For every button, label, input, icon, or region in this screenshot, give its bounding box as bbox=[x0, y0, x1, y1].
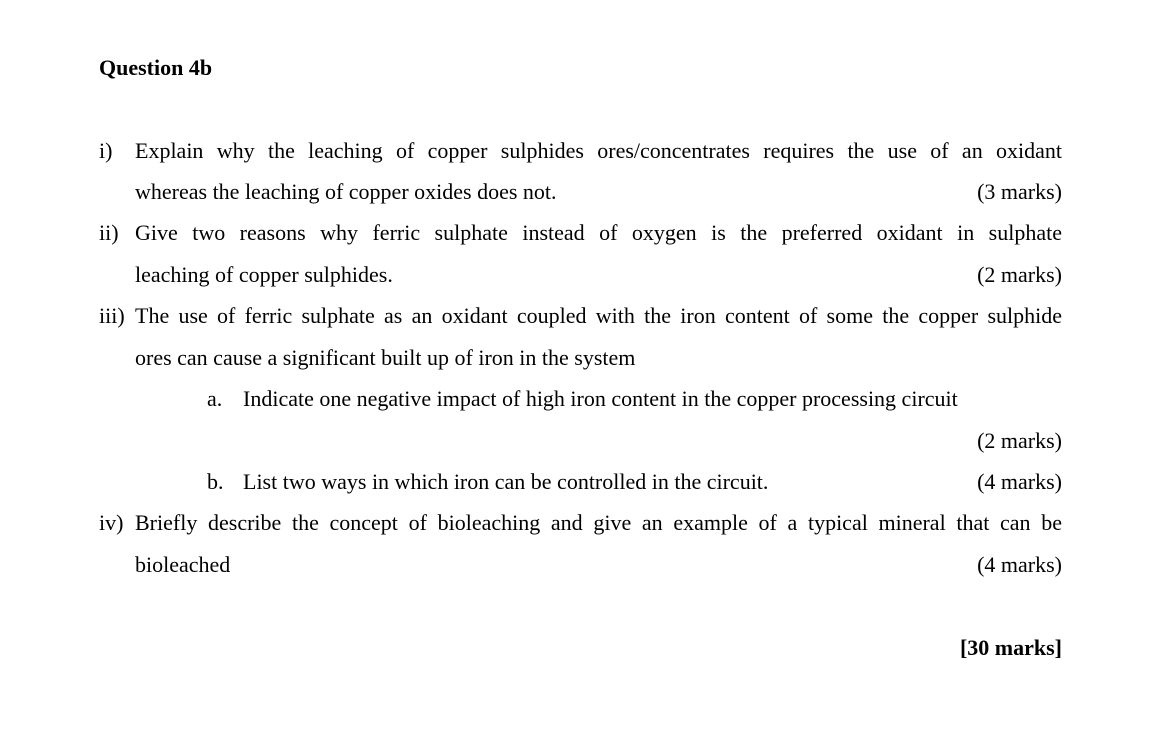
question-text-line-2: bioleached bbox=[135, 552, 231, 577]
question-text-line-2: ores can cause a significant built up of iron in the system bbox=[135, 345, 636, 370]
question-number: iv) bbox=[99, 510, 124, 535]
question-text-line-1: The use of ferric sulphate as an oxidant coupled with the iron content of some the copper sulphide bbox=[135, 303, 1062, 328]
subpart-letter: a. bbox=[207, 386, 223, 411]
marks-label: (2 marks) bbox=[977, 428, 1062, 453]
question-number: i) bbox=[99, 138, 113, 163]
question-text-line-2: whereas the leaching of copper oxides does not. bbox=[135, 179, 557, 204]
question-number: iii) bbox=[99, 303, 125, 328]
subpart-letter: b. bbox=[207, 469, 224, 494]
question-text-line-2: leaching of copper sulphides. bbox=[135, 262, 393, 287]
question-text-line-1: Give two reasons why ferric sulphate instead of oxygen is the preferred oxidant in sulphate bbox=[135, 220, 1062, 245]
subpart-text: Indicate one negative impact of high iron content in the copper processing circuit bbox=[243, 386, 958, 411]
total-marks: [30 marks] bbox=[959, 635, 1062, 660]
question-text-line-1: Explain why the leaching of copper sulphides ores/concentrates requires the use of an oxidant bbox=[135, 138, 1062, 163]
marks-label: (3 marks) bbox=[977, 179, 1062, 204]
question-text-line-1: Briefly describe the concept of bioleaching and give an example of a typical mineral that can be bbox=[135, 510, 1062, 535]
marks-label: (4 marks) bbox=[977, 552, 1062, 577]
marks-label: (4 marks) bbox=[977, 469, 1062, 494]
question-number: ii) bbox=[99, 220, 119, 245]
marks-label: (2 marks) bbox=[977, 262, 1062, 287]
subpart-text: List two ways in which iron can be controlled in the circuit. bbox=[243, 469, 769, 494]
question-title: Question 4b bbox=[99, 55, 213, 80]
